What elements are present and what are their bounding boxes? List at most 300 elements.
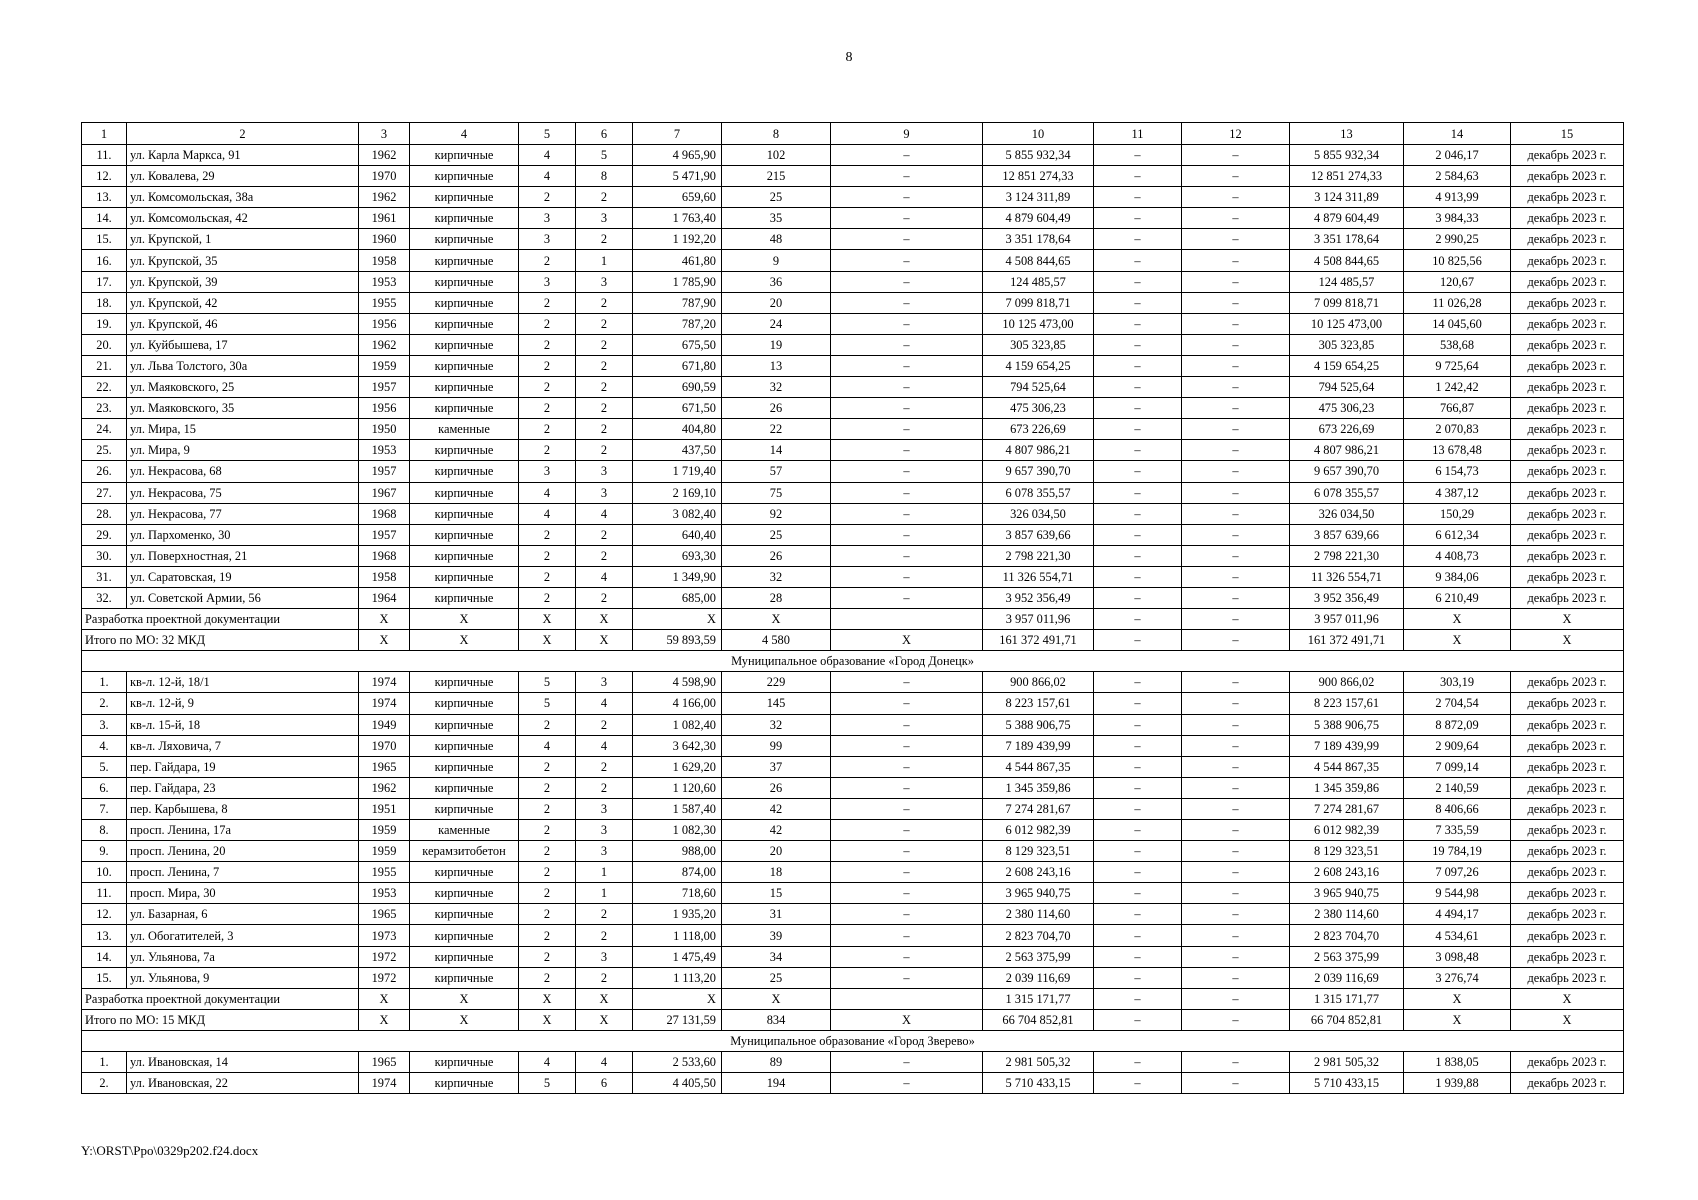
table-cell: ул. Ульянова, 9	[127, 967, 359, 988]
table-cell: 3 857 639,66	[1290, 524, 1404, 545]
table-row	[82, 587, 1624, 608]
table-cell: 15	[722, 883, 831, 904]
table-cell: 2	[576, 967, 633, 988]
table-cell: 4 544 867,35	[1290, 756, 1404, 777]
table-cell: 15.	[82, 229, 127, 250]
table-cell: –	[1094, 735, 1182, 756]
table-cell: кв-л. 15-й, 18	[127, 714, 359, 735]
table-cell: 1 719,40	[633, 461, 722, 482]
table-cell: 1 587,40	[633, 798, 722, 819]
table-cell: X	[1511, 988, 1624, 1009]
table-cell: 92	[722, 503, 831, 524]
table-cell: 2	[519, 904, 576, 925]
table-cell: –	[1182, 355, 1290, 376]
table-cell: –	[1182, 166, 1290, 187]
table-cell: –	[1094, 503, 1182, 524]
column-number-cell: 1	[82, 123, 127, 145]
table-cell: 988,00	[633, 841, 722, 862]
table-cell: 7 099 818,71	[983, 292, 1094, 313]
table-cell: просп. Ленина, 7	[127, 862, 359, 883]
table-cell: 19 784,19	[1404, 841, 1511, 862]
table-cell: кирпичные	[410, 166, 519, 187]
table-cell: 1	[576, 862, 633, 883]
table-cell: кирпичные	[410, 377, 519, 398]
table-cell: 3	[576, 482, 633, 503]
table-cell: декабрь 2023 г.	[1511, 862, 1624, 883]
table-cell: 1965	[359, 904, 410, 925]
table-cell: X	[576, 609, 633, 630]
table-cell: –	[831, 904, 983, 925]
table-cell: кирпичные	[410, 1073, 519, 1094]
column-number-cell: 8	[722, 123, 831, 145]
table-cell: 7 189 439,99	[1290, 735, 1404, 756]
table-cell: 29.	[82, 524, 127, 545]
table-cell: 66 704 852,81	[983, 1009, 1094, 1030]
table-cell: –	[1182, 798, 1290, 819]
table-cell: 4 580	[722, 630, 831, 651]
table-cell: –	[1094, 419, 1182, 440]
table-cell: –	[1094, 820, 1182, 841]
table-cell: 1970	[359, 166, 410, 187]
table-cell: 11.	[82, 883, 127, 904]
table-cell: 2 070,83	[1404, 419, 1511, 440]
table-cell: 7 099,14	[1404, 756, 1511, 777]
table-cell: 75	[722, 482, 831, 503]
table-cell: декабрь 2023 г.	[1511, 250, 1624, 271]
table-cell: 1 785,90	[633, 271, 722, 292]
table-cell: 2 990,25	[1404, 229, 1511, 250]
table-cell: 3.	[82, 714, 127, 735]
table-cell: ул. Маяковского, 25	[127, 377, 359, 398]
table-cell: пер. Гайдара, 19	[127, 756, 359, 777]
table-cell: 9 384,06	[1404, 566, 1511, 587]
table-cell: просп. Ленина, 20	[127, 841, 359, 862]
table-cell: 124 485,57	[1290, 271, 1404, 292]
table-cell: 1 120,60	[633, 777, 722, 798]
table-cell: декабрь 2023 г.	[1511, 398, 1624, 419]
column-number-cell: 14	[1404, 123, 1511, 145]
column-number-cell: 2	[127, 123, 359, 145]
table-cell: 8 872,09	[1404, 714, 1511, 735]
table-cell: X	[519, 630, 576, 651]
table-cell: 25	[722, 524, 831, 545]
table-cell: 2	[519, 313, 576, 334]
table-cell: 9.	[82, 841, 127, 862]
table-cell: 6 012 982,39	[1290, 820, 1404, 841]
table-cell: 671,50	[633, 398, 722, 419]
table-cell: 24	[722, 313, 831, 334]
table-cell: 20	[722, 841, 831, 862]
table-cell: 27.	[82, 482, 127, 503]
table-cell: 2	[576, 334, 633, 355]
table-cell: 25	[722, 187, 831, 208]
table-cell: 1950	[359, 419, 410, 440]
table-cell: –	[1094, 1009, 1182, 1030]
table-cell: 4 408,73	[1404, 545, 1511, 566]
table-cell: 9 657 390,70	[1290, 461, 1404, 482]
table-cell: кирпичные	[410, 756, 519, 777]
table-cell: –	[1182, 419, 1290, 440]
table-cell: –	[1182, 1009, 1290, 1030]
table-cell: 59 893,59	[633, 630, 722, 651]
table-cell: 2 823 704,70	[1290, 925, 1404, 946]
table-cell: 3 124 311,89	[1290, 187, 1404, 208]
table-cell: 4 508 844,65	[983, 250, 1094, 271]
table-cell: 4	[519, 166, 576, 187]
table-cell: декабрь 2023 г.	[1511, 482, 1624, 503]
table-row	[82, 398, 1624, 419]
table-cell: 5 471,90	[633, 166, 722, 187]
table-cell: 18.	[82, 292, 127, 313]
table-cell: –	[1094, 334, 1182, 355]
table-cell: декабрь 2023 г.	[1511, 292, 1624, 313]
table-cell: 2 981 505,32	[983, 1052, 1094, 1073]
table-cell: 16.	[82, 250, 127, 271]
table-cell: 305 323,85	[983, 334, 1094, 355]
table-cell: 15.	[82, 967, 127, 988]
table-cell: 26	[722, 545, 831, 566]
table-cell: –	[831, 292, 983, 313]
table-cell: 794 525,64	[1290, 377, 1404, 398]
table-cell: –	[1182, 862, 1290, 883]
table-cell: 1968	[359, 545, 410, 566]
table-cell: X	[410, 630, 519, 651]
table-cell: 8 406,66	[1404, 798, 1511, 819]
table-cell: –	[831, 482, 983, 503]
table-cell: –	[831, 166, 983, 187]
table-cell: 2	[576, 925, 633, 946]
table-cell: 3 098,48	[1404, 946, 1511, 967]
table-cell: 31.	[82, 566, 127, 587]
table-cell: –	[1182, 440, 1290, 461]
table-row	[82, 250, 1624, 271]
table-cell: –	[1182, 630, 1290, 651]
table-cell: 8 129 323,51	[1290, 841, 1404, 862]
table-cell: –	[1094, 292, 1182, 313]
table-row	[82, 524, 1624, 545]
table-cell: 2	[519, 967, 576, 988]
table-cell: 2	[576, 419, 633, 440]
table-cell: кирпичные	[410, 187, 519, 208]
table-cell: X	[633, 609, 722, 630]
table-cell: 2	[519, 524, 576, 545]
table-cell: 8.	[82, 820, 127, 841]
table-cell: –	[1094, 693, 1182, 714]
table-row	[82, 440, 1624, 461]
table-cell: декабрь 2023 г.	[1511, 461, 1624, 482]
table-cell: 1959	[359, 820, 410, 841]
table-cell: 27 131,59	[633, 1009, 722, 1030]
table-cell: –	[831, 440, 983, 461]
table-cell: 1955	[359, 292, 410, 313]
table-cell: 1 475,49	[633, 946, 722, 967]
table-cell: 4 534,61	[1404, 925, 1511, 946]
table-cell: 1953	[359, 440, 410, 461]
table-cell: 8 129 323,51	[983, 841, 1094, 862]
table-cell: 28.	[82, 503, 127, 524]
table-cell: 1 192,20	[633, 229, 722, 250]
table-cell: –	[831, 566, 983, 587]
table-cell: 794 525,64	[983, 377, 1094, 398]
table-cell: ул. Куйбышева, 17	[127, 334, 359, 355]
column-number-cell: 12	[1182, 123, 1290, 145]
table-cell: 124 485,57	[983, 271, 1094, 292]
table-cell: кирпичные	[410, 672, 519, 693]
table-row	[82, 946, 1624, 967]
table-row	[82, 419, 1624, 440]
table-cell: 26	[722, 777, 831, 798]
table-cell: 36	[722, 271, 831, 292]
table-cell: кирпичные	[410, 292, 519, 313]
table-cell: 6 612,34	[1404, 524, 1511, 545]
table-cell: –	[1182, 735, 1290, 756]
table-cell: ул. Поверхностная, 21	[127, 545, 359, 566]
table-cell: 2	[576, 756, 633, 777]
table-cell: –	[1094, 482, 1182, 503]
table-cell: –	[831, 208, 983, 229]
table-cell: 1972	[359, 946, 410, 967]
table-row	[82, 292, 1624, 313]
table-cell: –	[1094, 841, 1182, 862]
table-cell: 1965	[359, 1052, 410, 1073]
table-cell: 6.	[82, 777, 127, 798]
table-row	[82, 271, 1624, 292]
table-row	[82, 841, 1624, 862]
municipality-header-row	[82, 651, 1624, 672]
table-cell: –	[1182, 714, 1290, 735]
table-cell: 4 159 654,25	[1290, 355, 1404, 376]
table-cell: –	[831, 798, 983, 819]
table-cell: ул. Некрасова, 75	[127, 482, 359, 503]
table-cell: декабрь 2023 г.	[1511, 566, 1624, 587]
table-cell: –	[831, 398, 983, 419]
table-cell: –	[1094, 461, 1182, 482]
table-cell: 2	[576, 187, 633, 208]
table-cell: 1956	[359, 398, 410, 419]
table-cell: 640,40	[633, 524, 722, 545]
table-row	[82, 798, 1624, 819]
table-cell: 305 323,85	[1290, 334, 1404, 355]
table-cell: –	[1182, 1073, 1290, 1094]
table-cell: 7 274 281,67	[1290, 798, 1404, 819]
table-cell: 18	[722, 862, 831, 883]
table-cell: 4 166,00	[633, 693, 722, 714]
table-cell: просп. Мира, 30	[127, 883, 359, 904]
table-cell: ул. Комсомольская, 42	[127, 208, 359, 229]
table-cell: 787,20	[633, 313, 722, 334]
table-cell: ул. Базарная, 6	[127, 904, 359, 925]
table-cell: 8	[576, 166, 633, 187]
table-cell: 2 798 221,30	[983, 545, 1094, 566]
table-cell: 2 584,63	[1404, 166, 1511, 187]
table-cell: 9 725,64	[1404, 355, 1511, 376]
table-cell: 37	[722, 756, 831, 777]
table-cell: –	[1094, 967, 1182, 988]
table-cell: кирпичные	[410, 334, 519, 355]
table-cell: декабрь 2023 г.	[1511, 1073, 1624, 1094]
table-cell: декабрь 2023 г.	[1511, 777, 1624, 798]
table-cell: ул. Маяковского, 35	[127, 398, 359, 419]
table-cell: 3	[576, 461, 633, 482]
repair-schedule-table	[81, 122, 1624, 1094]
table-cell: X	[1511, 1009, 1624, 1030]
table-cell: 834	[722, 1009, 831, 1030]
table-cell: ул. Ульянова, 7а	[127, 946, 359, 967]
column-number-cell: 5	[519, 123, 576, 145]
table-cell: каменные	[410, 820, 519, 841]
table-cell: 1957	[359, 377, 410, 398]
table-cell: 2	[576, 587, 633, 608]
table-cell: X	[359, 609, 410, 630]
table-cell: 2	[519, 756, 576, 777]
table-row	[82, 672, 1624, 693]
table-cell: декабрь 2023 г.	[1511, 355, 1624, 376]
column-number-cell: 13	[1290, 123, 1404, 145]
table-cell: 1953	[359, 883, 410, 904]
table-cell: 1 763,40	[633, 208, 722, 229]
table-cell: кирпичные	[410, 925, 519, 946]
table-cell: 900 866,02	[1290, 672, 1404, 693]
table-cell: 13.	[82, 187, 127, 208]
table-cell: –	[1094, 377, 1182, 398]
table-cell: 4	[576, 1052, 633, 1073]
table-cell: декабрь 2023 г.	[1511, 440, 1624, 461]
table-cell: 32	[722, 714, 831, 735]
table-cell: 4	[576, 503, 633, 524]
table-cell: кв-л. 12-й, 18/1	[127, 672, 359, 693]
column-number-cell: 15	[1511, 123, 1624, 145]
table-cell: 12 851 274,33	[983, 166, 1094, 187]
table-cell: –	[1094, 440, 1182, 461]
table-cell: 30.	[82, 545, 127, 566]
table-cell: 21.	[82, 355, 127, 376]
row-label: Разработка проектной документации	[82, 609, 359, 630]
table-cell: 1968	[359, 503, 410, 524]
row-label: Итого по МО: 32 МКД	[82, 630, 359, 651]
table-cell: ул. Крупской, 35	[127, 250, 359, 271]
table-cell: 2	[576, 355, 633, 376]
table-cell: 8 223 157,61	[983, 693, 1094, 714]
table-cell: 2	[519, 250, 576, 271]
table-cell: 1949	[359, 714, 410, 735]
table-cell: 2	[519, 820, 576, 841]
table-cell: 4	[519, 1052, 576, 1073]
table-cell: 690,59	[633, 377, 722, 398]
table-cell: 215	[722, 166, 831, 187]
table-cell: кирпичные	[410, 355, 519, 376]
municipality-total-row	[82, 1009, 1624, 1030]
table-cell: –	[831, 777, 983, 798]
table-cell: 2 169,10	[633, 482, 722, 503]
table-cell: –	[1182, 187, 1290, 208]
table-cell: X	[1404, 1009, 1511, 1030]
table-cell: кирпичные	[410, 777, 519, 798]
table-cell: X	[519, 988, 576, 1009]
table-cell: 1972	[359, 967, 410, 988]
table-cell: 1962	[359, 777, 410, 798]
table-cell: 3 642,30	[633, 735, 722, 756]
table-cell: 26	[722, 398, 831, 419]
table-cell: кирпичные	[410, 440, 519, 461]
table-row	[82, 545, 1624, 566]
table-cell: 31	[722, 904, 831, 925]
table-cell: 2.	[82, 1073, 127, 1094]
table-cell: 874,00	[633, 862, 722, 883]
table-cell: кирпичные	[410, 862, 519, 883]
table-cell: 2 039 116,69	[1290, 967, 1404, 988]
table-cell: 28	[722, 587, 831, 608]
table-cell: 89	[722, 1052, 831, 1073]
table-cell: 3 351 178,64	[1290, 229, 1404, 250]
table-cell: –	[1182, 377, 1290, 398]
table-cell: X	[1511, 609, 1624, 630]
table-cell: 2	[519, 440, 576, 461]
table-cell: 5	[519, 693, 576, 714]
table-row	[82, 187, 1624, 208]
table-cell: 32.	[82, 587, 127, 608]
table-cell: декабрь 2023 г.	[1511, 714, 1624, 735]
table-cell: X	[519, 1009, 576, 1030]
table-cell: 23.	[82, 398, 127, 419]
table-cell: 4 807 986,21	[1290, 440, 1404, 461]
table-cell: –	[1094, 524, 1182, 545]
table-cell: –	[1182, 545, 1290, 566]
table-cell: 1974	[359, 672, 410, 693]
column-number-cell: 4	[410, 123, 519, 145]
table-cell: 34	[722, 946, 831, 967]
table-cell: 99	[722, 735, 831, 756]
table-cell: 5 710 433,15	[983, 1073, 1094, 1094]
table-cell: 2	[519, 334, 576, 355]
table-cell: 57	[722, 461, 831, 482]
table-cell: 1970	[359, 735, 410, 756]
table-cell: 1 315 171,77	[983, 988, 1094, 1009]
table-cell: 2	[576, 398, 633, 419]
table-cell: 1	[576, 250, 633, 271]
table-cell: 2.	[82, 693, 127, 714]
table-cell: 13 678,48	[1404, 440, 1511, 461]
table-cell: –	[1182, 524, 1290, 545]
table-row	[82, 714, 1624, 735]
table-cell: –	[1182, 672, 1290, 693]
table-cell: –	[1094, 587, 1182, 608]
table-row	[82, 166, 1624, 187]
table-cell: ул. Льва Толстого, 30а	[127, 355, 359, 376]
table-cell: керамзитобетон	[410, 841, 519, 862]
table-cell: X	[519, 609, 576, 630]
table-cell: –	[1094, 545, 1182, 566]
table-cell: 5 855 932,34	[1290, 145, 1404, 166]
table-cell: –	[1182, 841, 1290, 862]
table-row	[82, 693, 1624, 714]
table-cell: декабрь 2023 г.	[1511, 841, 1624, 862]
table-row	[82, 334, 1624, 355]
table-cell: 17.	[82, 271, 127, 292]
table-cell: –	[1094, 862, 1182, 883]
table-cell: –	[1094, 355, 1182, 376]
table-cell: ул. Мира, 9	[127, 440, 359, 461]
table-cell: 693,30	[633, 545, 722, 566]
table-cell: 2	[519, 925, 576, 946]
table-cell: 1 939,88	[1404, 1073, 1511, 1094]
table-cell: 3	[576, 208, 633, 229]
table-cell: 3 957 011,96	[983, 609, 1094, 630]
table-cell: кирпичные	[410, 208, 519, 229]
table-cell: –	[1182, 777, 1290, 798]
table-cell: 1 345 359,86	[1290, 777, 1404, 798]
table-cell: 3	[519, 208, 576, 229]
table-cell: –	[1182, 145, 1290, 166]
